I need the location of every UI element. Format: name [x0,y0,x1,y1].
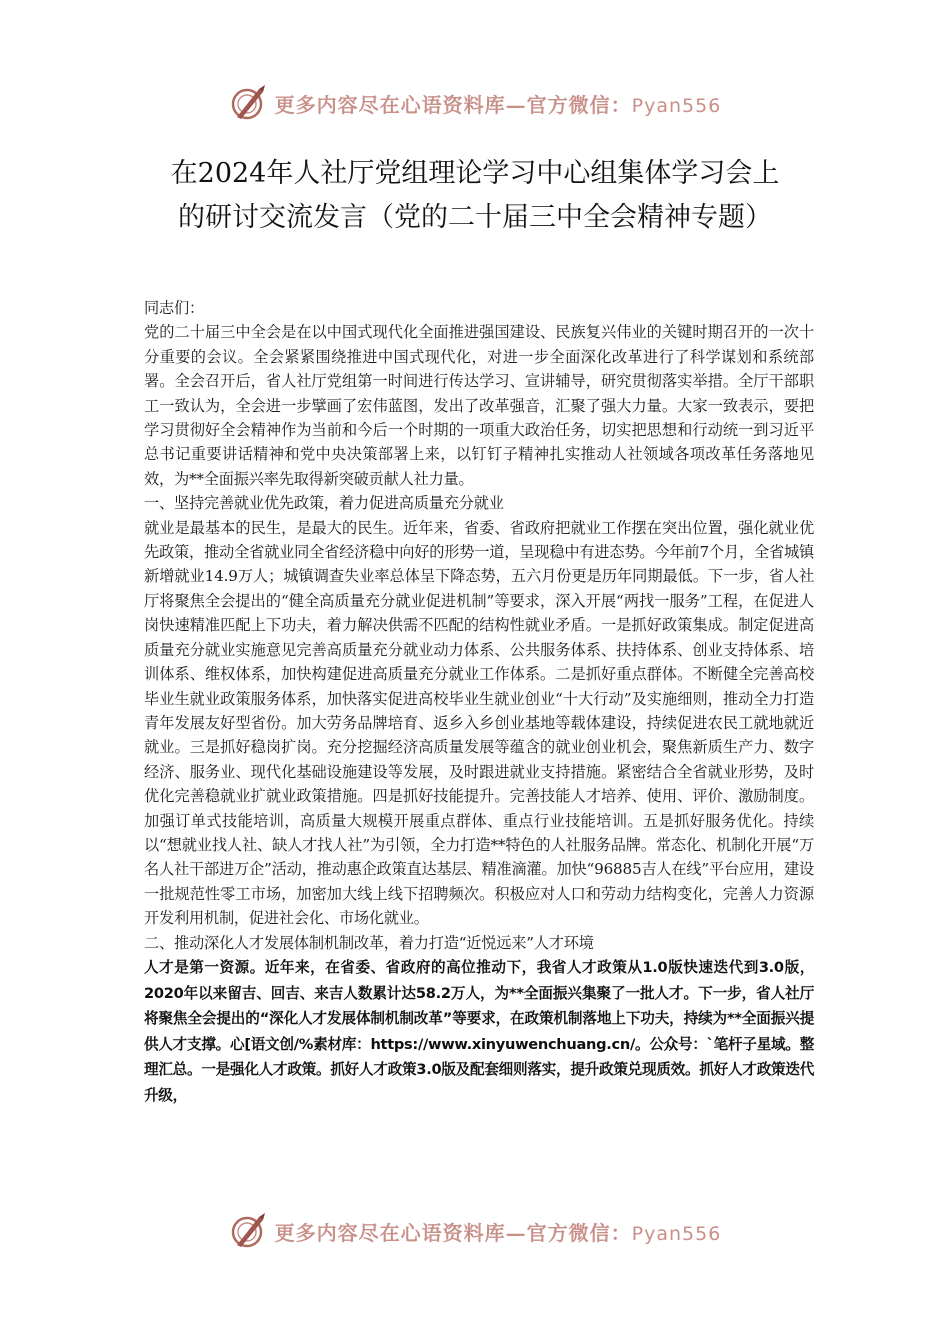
watermark-banner-bottom [0,1206,950,1256]
banner-text [275,89,722,118]
banner-slogan: 更多内容尽在心语资料库—官方微信： [274,92,632,117]
title-line-2: 的研讨交流发言（党的二十届三中全会精神专题） [178,202,772,233]
title-line-1: 在2024年人社厅党组理论学习中心组集体学习会上 [170,158,780,189]
section-heading-2: 二、推动深化人才发展体制机制改革，着力打造“近悦远来”人才环境 [144,933,594,952]
document-body [144,296,814,1109]
section-heading-1: 一、坚持完善就业优先政策，着力促进高质量充分就业 [144,494,504,513]
salutation: 同志们： [144,299,204,317]
section-paragraph-1: 就业是最基本的民生，是最大的民生。近年来，省委、省政府把就业工作摆在突出位置，强化就业优先政策，推动全省就业同全省经济稳中向好的形势一道，呈现稳中有进态势。今年前7个月，全省城镇新增就业14.9万人；城镇调查失业率总体呈下降态势，五六月份更是历年同期最低。下一步，省人社厅将聚焦全会提出的“健全高质量充分就业促进机制”等要求，深入开展“两找一服务”工程，在促进人岗快速精准匹配上下功夫，着力解决供需不匹配的结构性就业矛盾。一是抓好政策集成。制定促进高质量充分就业实施意见完善高质量充分就业动力体系、公共服务体系、扶持体系、创业支持体系、培训体系、维权体系，加快构建促进高质量充分就业工作体系。二是抓好重点群体。不断健全完善高校毕业生就业政策服务体系，加快落实促进高校毕业生就业创业“十大行动”及实施细则，推动全力打造青年发展友好型省份。加大劳务品牌培育、返乡入乡创业基地等载体建设，持续促进农民工就地就近就业。三是抓好稳岗扩岗。充分挖掘经济高质量发展等蕴含的就业创业机会，聚焦新质生产力、数字经济、服务业、现代化基础设施建设等发展，及时跟进就业支持措施。紧密结合全省就业形势，及时优化完善稳就业扩就业政策措施。四是抓好技能提升。完善技能人才培养、使用、评价、激励制度。加强订单式技能培训，高质量大规模开展重点群体、重点行业技能培训。五是抓好服务优化。持续以“想就业找人社、缺人才找人社”为引领，全力打造**特色的人社服务品牌。常态化、机制化开展“万名人社干部进万企”活动，推动惠企政策直达基层、精准滴灌。加快“96885吉人在线”平台应用，建设一批规范性零工市场，加密加大线上线下招聘频次。积极应对人口和劳动力结构变化，完善人力资源开发利用机制，促进社会化、市场化就业。 [144,518,814,928]
banner-text [275,1217,722,1246]
intro-paragraph: 党的二十届三中全会是在以中国式现代化全面推进强国建设、民族复兴伟业的关键时期召开的一次十分重要的会议。全会紧紧围绕推进中国式现代化，对进一步全面深化改革进行了科学谋划和系统部署。全会召开后，省人社厅党组第一时间进行传达学习、宣讲辅导，研究贯彻落实举措。全厅干部职工一致认为，全会进一步擘画了宏伟蓝图，发出了改革强音，汇聚了强大力量。大家一致表示，要把学习贯彻好全会精神作为当前和今后一个时期的一项重大政治任务，切实把思想和行动统一到习近平总书记重要讲话精神和党中央决策部署上来，以钉钉子精神扎实推动人社领域各项改革任务落地见效，为**全面振兴率先取得新突破贡献人社力量。 [144,323,814,488]
document-title [120,152,830,240]
banner-wechat-id: Pyan556 [631,94,722,117]
pen-logo-icon [229,1211,269,1251]
section-paragraph-2: 人才是第一资源。近年来，在省委、省政府的高位推动下，我省人才政策从1.0版快速迭代到3.0版，2020年以来留吉、回吉、来吉人数累计达58.2万人，为**全面振兴集聚了一批人才。下一步，省人社厅将聚焦全会提出的“深化人才发展体制机制改革”等要求，在政策机制落地上下功夫，持续为**全面振兴提供人才支撑。心[语文创/%素材库：https://www.xinyuwenchuang.cn/。公众号：`笔杆子星域。整理汇总。一是强化人才政策。抓好人才政策3.0版及配套细则落实，提升政策兑现质效。抓好人才政策迭代升级， [144,958,814,1104]
banner-slogan: 更多内容尽在心语资料库—官方微信： [274,1220,632,1245]
banner-wechat-id: Pyan556 [631,1222,722,1245]
watermark-banner-top [0,78,950,128]
pen-logo-icon [229,83,269,123]
